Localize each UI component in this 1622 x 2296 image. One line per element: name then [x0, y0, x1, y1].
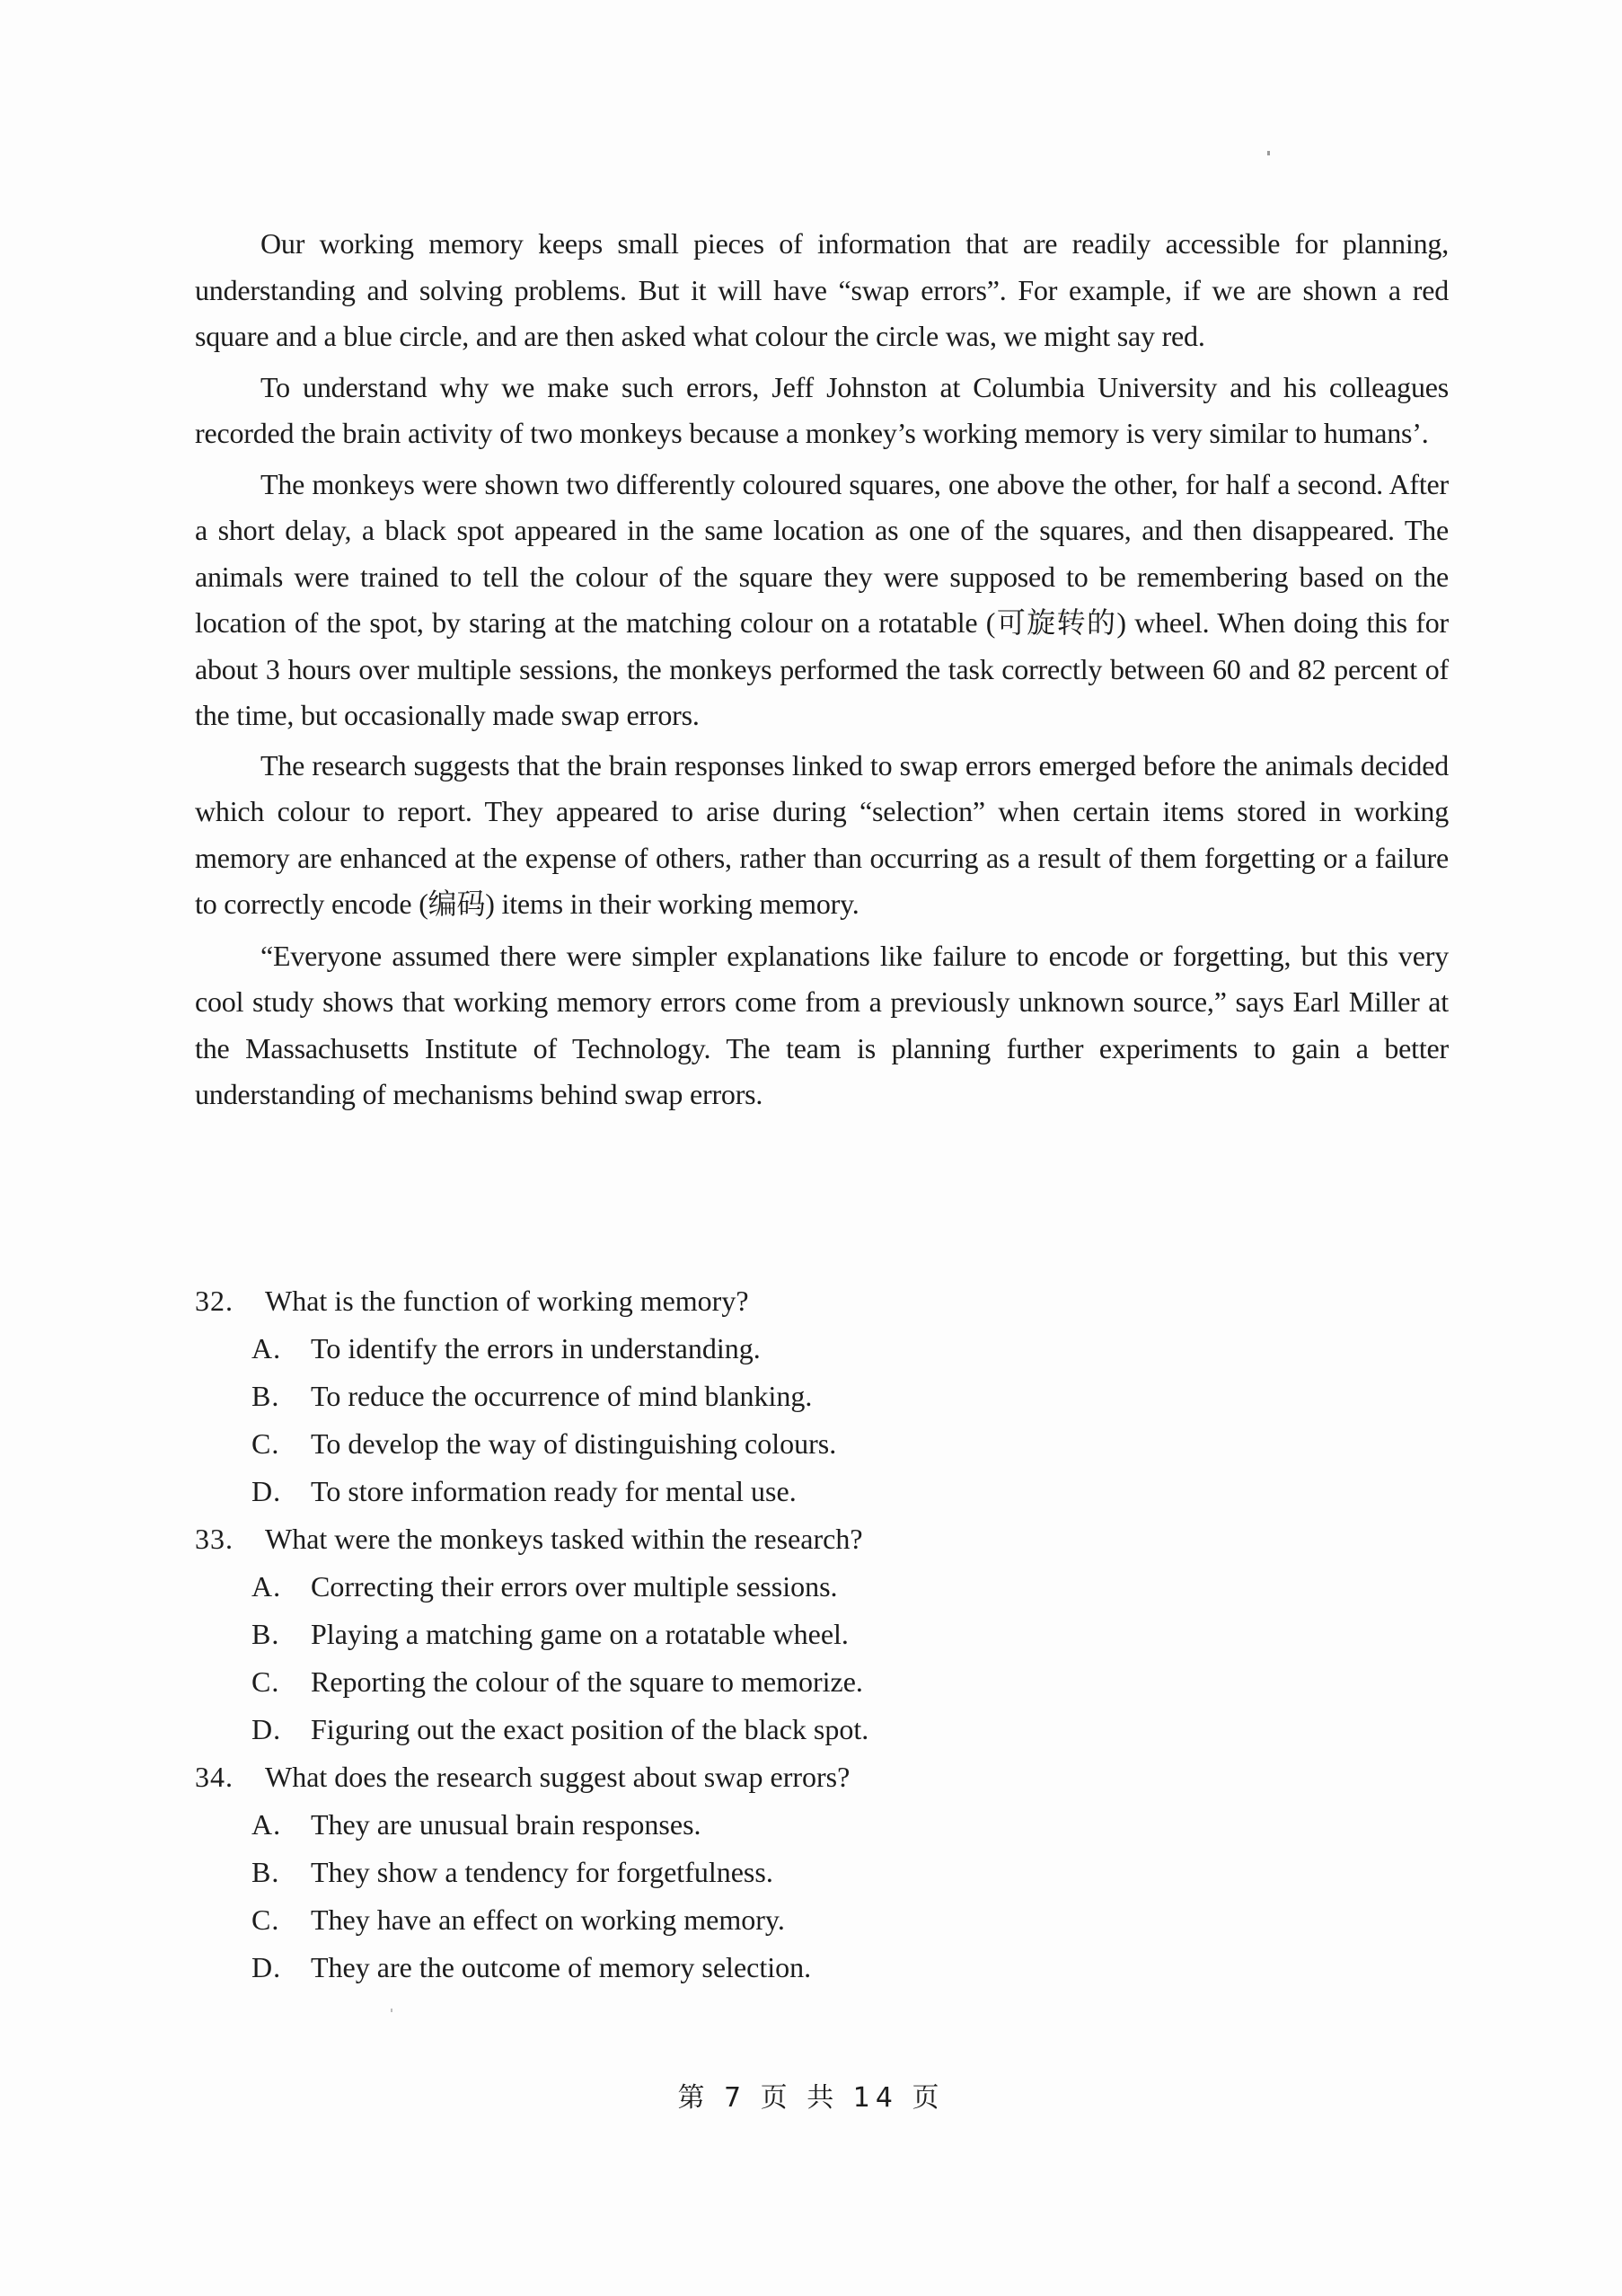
question-text: What does the research suggest about swap errors? — [265, 1761, 851, 1793]
reading-passage — [195, 221, 1449, 1118]
option-c[interactable] — [195, 1658, 1449, 1706]
page-number-footer: 第 7 页 共 14 页 — [677, 2082, 945, 2114]
option-c[interactable] — [195, 1896, 1449, 1944]
passage-paragraph-4: The research suggests that the brain responses linked to swap errors emerged before the animals decided which colour to report. They appeared to arise during “selection” when certain items stored in working memory are enhanced at the expense of others, rather than occurring as a result of them forgetting or a failure to correctly encode (编码) items in their working memory. — [195, 748, 1449, 920]
option-c[interactable] — [195, 1420, 1449, 1468]
option-letter: C. — [251, 1903, 280, 1936]
option-list — [195, 1801, 1449, 1991]
option-letter: C. — [251, 1665, 280, 1698]
option-b[interactable] — [195, 1373, 1449, 1420]
option-d[interactable] — [195, 1944, 1449, 1991]
option-text: Reporting the colour of the square to memorize. — [311, 1665, 863, 1698]
option-text: Correcting their errors over multiple sessions. — [311, 1570, 838, 1603]
option-text: Playing a matching game on a rotatable wheel. — [311, 1618, 849, 1650]
question-number: 32. — [195, 1285, 234, 1317]
option-letter: D. — [251, 1475, 282, 1507]
option-list — [195, 1325, 1449, 1515]
option-d[interactable] — [195, 1468, 1449, 1515]
option-letter: A. — [251, 1570, 282, 1603]
question-text: What is the function of working memory? — [265, 1285, 749, 1317]
question-text: What were the monkeys tasked within the research? — [265, 1523, 863, 1555]
option-list — [195, 1563, 1449, 1753]
passage-paragraph-3: The monkeys were shown two differently coloured squares, one above the other, for half a second. After a short delay, a black spot appeared in the same location as one of the squares, and then disappeared. The animals were trained to tell the colour of the square they were supposed to be remembering based on the location of the spot, by staring at the matching colour on a rotatable (可旋转的) wheel. When doing this for about 3 hours over multiple sessions, the monkeys performed the task correctly between 60 and 82 percent of the time, but occasionally made swap errors. — [195, 467, 1449, 731]
scan-speck — [1267, 151, 1270, 155]
option-letter: B. — [251, 1618, 280, 1650]
option-b[interactable] — [195, 1611, 1449, 1658]
option-letter: A. — [251, 1332, 282, 1364]
option-text: To identify the errors in understanding. — [311, 1332, 761, 1364]
option-text: To reduce the occurrence of mind blanking. — [311, 1380, 813, 1412]
question-stem — [195, 1277, 1449, 1325]
question-stem — [195, 1515, 1449, 1563]
passage-paragraph-1: Our working memory keeps small pieces of information that are readily accessible for planning, understanding and solving problems. But it will have “swap errors”. For example, if we are shown a red square and a blue circle, and are then asked what colour the circle was, we might say red. — [195, 227, 1449, 352]
option-text: They show a tendency for forgetfulness. — [311, 1856, 773, 1888]
option-letter: D. — [251, 1951, 282, 1983]
option-a[interactable] — [195, 1563, 1449, 1611]
option-text: They have an effect on working memory. — [311, 1903, 785, 1936]
option-letter: A. — [251, 1808, 282, 1841]
option-a[interactable] — [195, 1801, 1449, 1849]
question-32 — [195, 1277, 1449, 1515]
option-text: To develop the way of distinguishing colours. — [311, 1427, 837, 1460]
option-letter: B. — [251, 1380, 280, 1412]
passage-paragraph-2: To understand why we make such errors, Jeff Johnston at Columbia University and his colleagues recorded the brain activity of two monkeys because a monkey’s working memory is very similar to humans’. — [195, 370, 1449, 449]
question-list — [195, 1277, 1449, 1991]
option-text: They are the outcome of memory selection. — [311, 1951, 812, 1983]
option-d[interactable] — [195, 1706, 1449, 1753]
option-letter: B. — [251, 1856, 280, 1888]
option-b[interactable] — [195, 1849, 1449, 1896]
scan-mark — [391, 2009, 392, 2012]
option-letter: C. — [251, 1427, 280, 1460]
option-text: They are unusual brain responses. — [311, 1808, 701, 1841]
option-a[interactable] — [195, 1325, 1449, 1373]
option-letter: D. — [251, 1713, 282, 1745]
question-stem — [195, 1753, 1449, 1801]
option-text: To store information ready for mental use. — [311, 1475, 797, 1507]
question-33 — [195, 1515, 1449, 1753]
option-text: Figuring out the exact position of the black spot. — [311, 1713, 869, 1745]
question-number: 34. — [195, 1761, 234, 1793]
question-34 — [195, 1753, 1449, 1991]
passage-paragraph-5: “Everyone assumed there were simpler explanations like failure to encode or forgetting, but this very cool study shows that working memory errors come from a previously unknown source,” says Earl Miller at the Massachusetts Institute of Technology. The team is planning further experiments to gain a better understanding of mechanisms behind swap errors. — [195, 939, 1449, 1110]
question-number: 33. — [195, 1523, 234, 1555]
